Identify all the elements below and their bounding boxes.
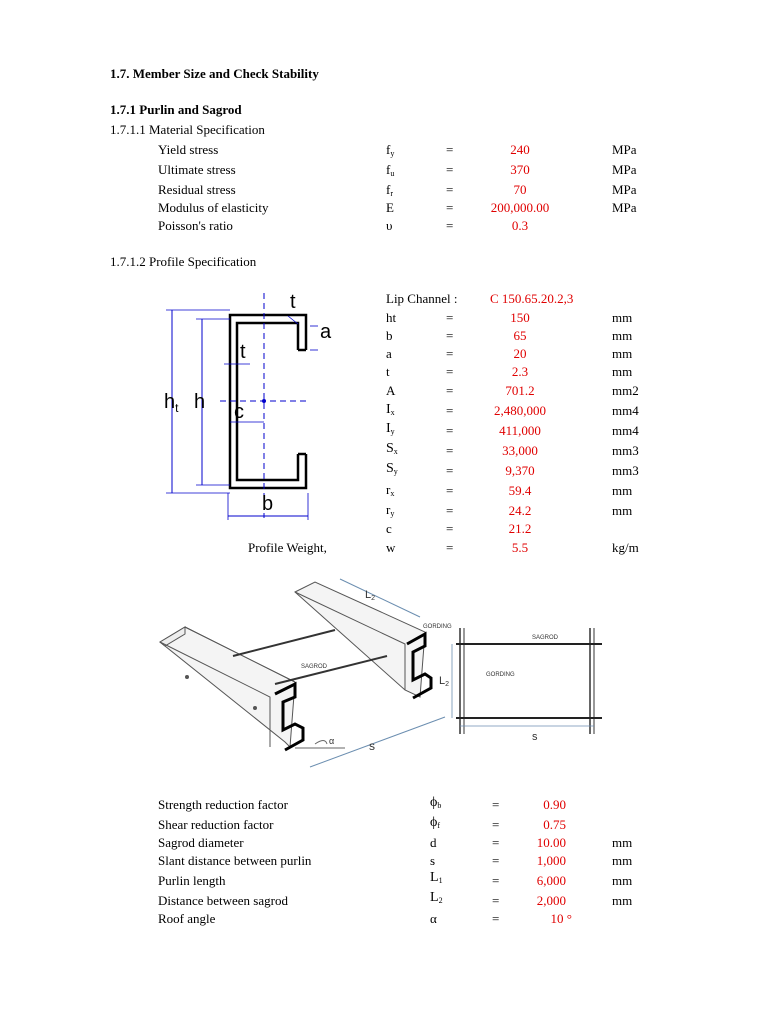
material-spec-heading: 1.7.1.1 Material Specification <box>110 122 265 137</box>
plan-sagrod-label: SAGROD <box>532 635 559 641</box>
row-value: 370 <box>510 162 530 177</box>
row-symbol: t <box>386 364 390 379</box>
row-symbol: w <box>386 540 396 555</box>
row-symbol: $f_u$ <box>386 162 395 178</box>
row-equals: = <box>446 403 454 418</box>
row-unit: mm <box>612 346 633 361</box>
row-equals: = <box>446 142 454 157</box>
row-equals: = <box>446 383 454 398</box>
row-label: Distance between sagrod <box>158 893 288 908</box>
gording-label: GORDING <box>423 624 452 630</box>
row-label: Slant distance between purlin <box>158 853 312 868</box>
row-symbol: $L_1$ <box>430 870 443 885</box>
row-unit: MPa <box>612 142 637 157</box>
lip-channel-label: Lip Channel : <box>386 291 458 306</box>
row-value: 6,000 <box>536 873 566 888</box>
section-heading: 1.7. Member Size and Check Stability <box>110 66 319 81</box>
row-value: 150 <box>510 310 530 325</box>
row-label: Poisson's ratio <box>158 218 233 233</box>
row-value: 2,000 <box>536 893 566 908</box>
row-equals: = <box>492 893 500 908</box>
row-unit: mm <box>612 310 633 325</box>
row-equals: = <box>492 873 500 888</box>
t-web-label: t <box>240 341 246 363</box>
row-symbol: E <box>386 200 394 215</box>
row-symbol: α <box>430 911 437 926</box>
row-unit: mm4 <box>612 423 639 438</box>
row-label: Ultimate stress <box>158 162 236 177</box>
h-label: h <box>194 391 206 413</box>
row-symbol: b <box>386 328 393 343</box>
s-label: s <box>369 739 375 753</box>
row-label: Sagrod diameter <box>158 835 244 850</box>
row-equals: = <box>446 483 454 498</box>
row-unit: MPa <box>612 182 637 197</box>
row-value: 1,000 <box>536 853 566 868</box>
row-value: 2.3 <box>511 364 529 379</box>
row-symbol: a <box>386 346 392 361</box>
row-value: 9,370 <box>505 463 535 478</box>
row-equals: = <box>492 817 500 832</box>
row-unit: mm4 <box>612 403 639 418</box>
l2-label: L2 <box>365 589 376 602</box>
row-equals: = <box>492 911 500 926</box>
row-equals: = <box>446 443 454 458</box>
row-label: Purlin length <box>158 873 226 888</box>
row-label: Roof angle <box>158 911 216 926</box>
plan-gording-label: GORDING <box>486 672 515 678</box>
a-label: a <box>320 321 332 343</box>
row-unit: mm <box>612 853 633 868</box>
row-unit: MPa <box>612 200 637 215</box>
plan-l2-label: L2 <box>439 675 450 688</box>
row-equals: = <box>446 521 454 536</box>
row-value: 0.3 <box>511 218 529 233</box>
c-label: c <box>234 401 244 423</box>
row-value: 240 <box>510 142 530 157</box>
row-equals: = <box>446 162 454 177</box>
row-value: 0.75 <box>543 817 566 832</box>
row-unit: mm <box>612 483 633 498</box>
row-value: 24.2 <box>508 503 532 518</box>
row-label: Strength reduction factor <box>158 797 288 812</box>
row-unit: mm <box>612 873 633 888</box>
row-equals: = <box>446 423 454 438</box>
row-value: 5.5 <box>511 540 529 555</box>
ht-label: $h_t$ <box>164 391 179 415</box>
row-equals: = <box>446 310 454 325</box>
row-equals: = <box>446 218 454 233</box>
row-value: 200,000.00 <box>490 200 550 215</box>
row-symbol: $S_x$ <box>386 441 398 456</box>
row-equals: = <box>446 200 454 215</box>
row-unit: mm <box>612 835 633 850</box>
row-symbol: $I_y$ <box>386 421 395 436</box>
row-value: 65 <box>513 328 527 343</box>
row-equals: = <box>446 328 454 343</box>
row-label: Yield stress <box>158 142 219 157</box>
row-equals: = <box>492 835 500 850</box>
row-equals: = <box>492 797 500 812</box>
row-value: 10.00 <box>536 835 566 850</box>
row-unit: mm <box>612 328 633 343</box>
row-symbol: s <box>430 853 436 868</box>
row-symbol: $I_x$ <box>386 402 395 417</box>
row-symbol: A <box>386 383 396 398</box>
row-symbol: $L_2$ <box>430 890 443 905</box>
row-symbol: $f_y$ <box>386 142 395 158</box>
row-equals: = <box>446 463 454 478</box>
profile-weight-label: Profile Weight, <box>248 540 327 555</box>
row-unit: mm <box>612 893 633 908</box>
row-unit: mm <box>612 503 633 518</box>
row-symbol: $f_r$ <box>386 182 394 198</box>
row-unit: kg/m <box>612 540 639 555</box>
row-symbol: $r_x$ <box>386 482 395 498</box>
plan-s-label: s <box>532 731 538 743</box>
row-unit: mm2 <box>612 383 639 398</box>
row-equals: = <box>446 182 454 197</box>
row-value: 411,000 <box>499 423 541 438</box>
alpha-label: α <box>329 736 335 746</box>
profile-spec-heading: 1.7.1.2 Profile Specification <box>110 254 257 269</box>
row-equals: = <box>492 853 500 868</box>
row-value: 70 <box>513 182 527 197</box>
row-value: 0.90 <box>543 797 566 812</box>
row-equals: = <box>446 364 454 379</box>
row-symbol: $\phi_b$ <box>430 795 442 810</box>
row-unit: mm3 <box>612 443 639 458</box>
lip-channel-value: C 150.65.20.2,3 <box>490 291 574 306</box>
row-unit: MPa <box>612 162 637 177</box>
t-top-label: t <box>290 291 296 313</box>
row-symbol: $r_y$ <box>386 502 395 518</box>
row-value: 2,480,000 <box>494 403 546 418</box>
purlin-sagrod-3d-diagram <box>155 572 455 772</box>
row-equals: = <box>446 540 454 555</box>
row-value: 20 <box>513 346 527 361</box>
purlin-plan-diagram <box>438 622 618 746</box>
row-equals: = <box>446 346 454 361</box>
row-symbol: $\phi_f$ <box>430 815 441 830</box>
row-value: 10 ° <box>550 911 572 926</box>
sagrod-label: SAGROD <box>301 664 328 670</box>
row-unit: mm <box>612 364 633 379</box>
row-unit: mm3 <box>612 463 639 478</box>
row-label: Residual stress <box>158 182 236 197</box>
row-symbol: d <box>430 835 437 850</box>
row-label: Shear reduction factor <box>158 817 274 832</box>
row-value: 21.2 <box>508 521 532 536</box>
row-value: 33,000 <box>502 443 538 458</box>
row-equals: = <box>446 503 454 518</box>
row-label: Modulus of elasticity <box>158 200 269 215</box>
subsection-heading: 1.7.1 Purlin and Sagrod <box>110 102 242 117</box>
row-symbol: c <box>386 521 392 536</box>
row-symbol: ht <box>386 310 397 325</box>
row-value: 59.4 <box>508 483 532 498</box>
b-label: b <box>262 493 274 515</box>
row-symbol: υ <box>386 218 393 233</box>
c-section-diagram <box>160 288 340 528</box>
row-value: 701.2 <box>505 383 535 398</box>
row-symbol: $S_y$ <box>386 461 398 476</box>
